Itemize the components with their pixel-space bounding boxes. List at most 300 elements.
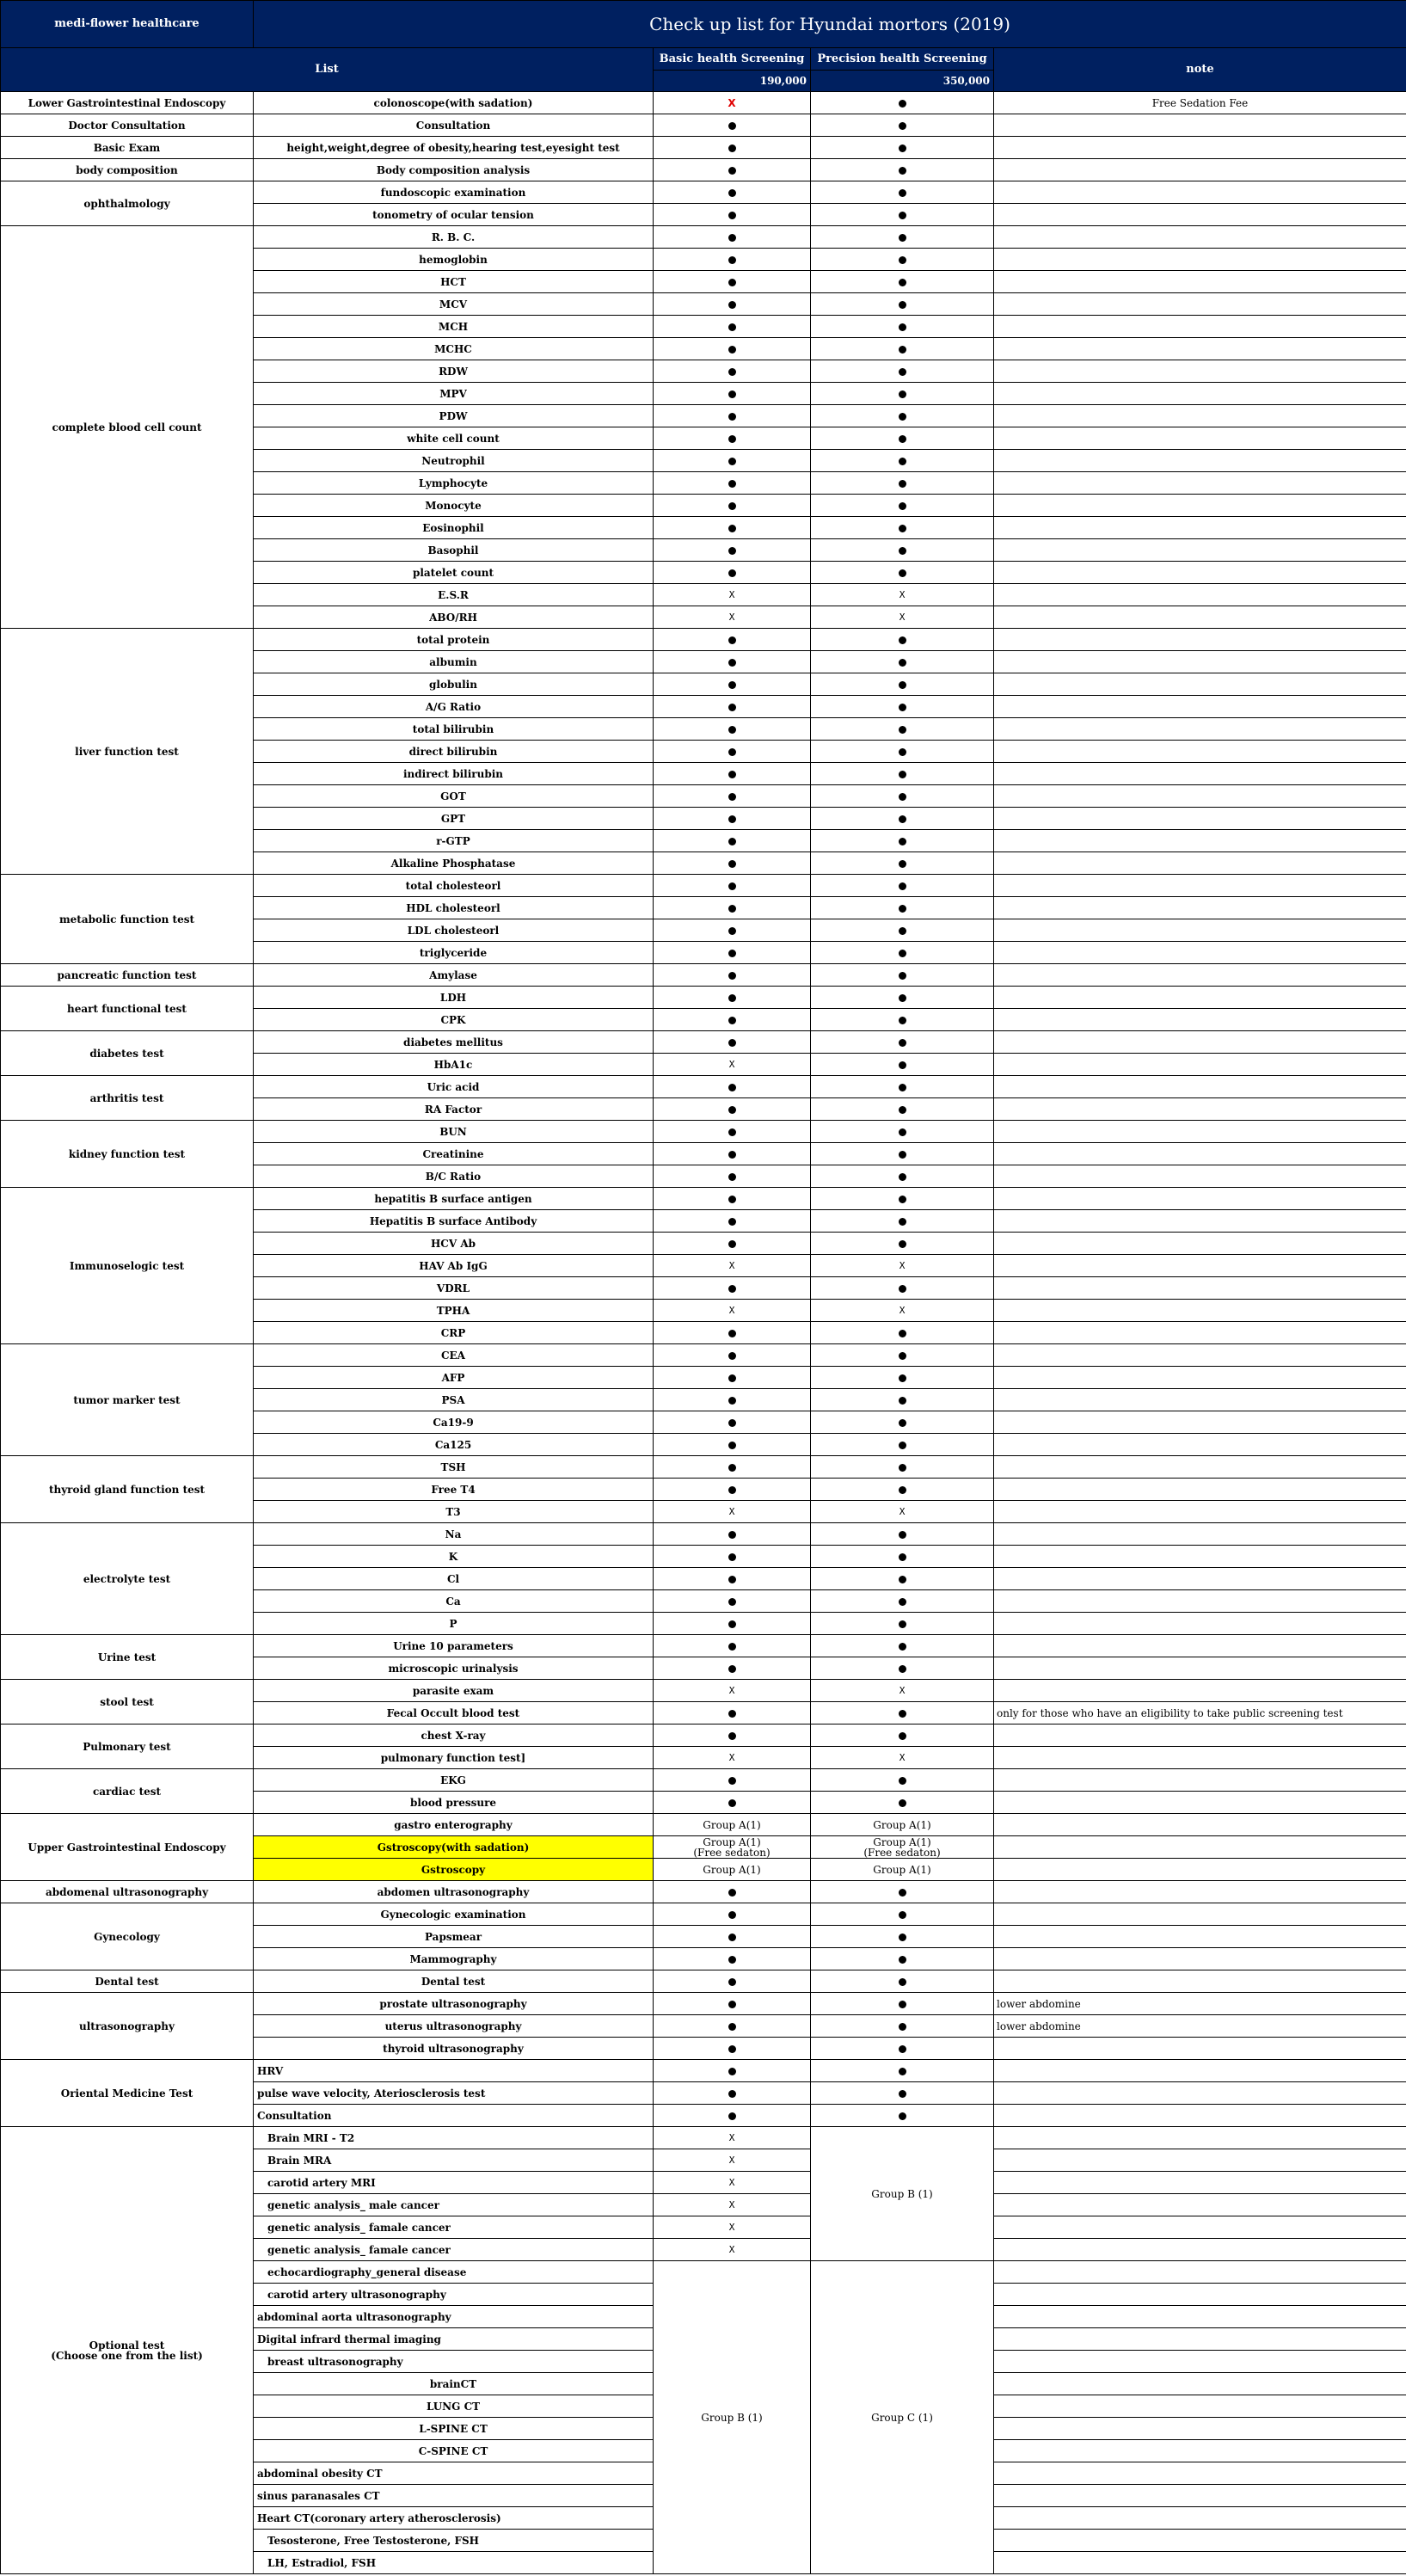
category-cell: pancreatic function test (1, 964, 254, 987)
basic-included-mark (654, 383, 811, 405)
item-cell: Heart CT(coronary artery atherosclerosis) (254, 2507, 654, 2530)
precision-included-mark (811, 517, 994, 539)
precision-excluded-mark: X (811, 1747, 994, 1769)
precision-included-mark (811, 159, 994, 181)
basic-included-mark (654, 852, 811, 875)
basic-included-mark (654, 293, 811, 316)
basic-header: Basic health Screening (654, 48, 811, 71)
item-cell: brainCT (254, 2373, 654, 2395)
precision-included-mark (811, 1702, 994, 1725)
basic-included-mark (654, 562, 811, 584)
item-cell: HDL cholesteorl (254, 897, 654, 919)
note-cell (994, 1680, 1406, 1702)
precision-included-mark (811, 181, 994, 204)
basic-included-mark (654, 897, 811, 919)
item-cell: genetic analysis_ famale cancer (254, 2216, 654, 2239)
basic-included-mark (654, 741, 811, 763)
table-row (1, 181, 1406, 204)
basic-included-mark (654, 629, 811, 651)
item-cell: white cell count (254, 427, 654, 450)
precision-included-mark (811, 1389, 994, 1411)
item-cell: Papsmear (254, 1926, 654, 1948)
item-cell: Hepatitis B surface Antibody (254, 1210, 654, 1233)
item-cell: L-SPINE CT (254, 2418, 654, 2440)
category-cell: metabolic function test (1, 875, 254, 964)
note-cell (994, 2462, 1406, 2485)
basic-included-mark (654, 964, 811, 987)
item-cell: Consultation (254, 2105, 654, 2127)
precision-included-mark (811, 1613, 994, 1635)
precision-included-mark (811, 137, 994, 159)
item-cell: T3 (254, 1501, 654, 1523)
basic-included-mark (654, 808, 811, 830)
table-row (1, 1121, 1406, 1143)
basic-included-mark (654, 249, 811, 271)
group-a-label: Group A(1) (873, 1835, 931, 1848)
basic-included-mark (654, 1903, 811, 1926)
item-cell: PDW (254, 405, 654, 427)
item-cell: globulin (254, 673, 654, 696)
basic-included-mark (654, 919, 811, 942)
basic-included-mark (654, 1948, 811, 1970)
item-cell: Ca125 (254, 1434, 654, 1456)
note-cell (994, 1657, 1406, 1680)
item-cell: diabetes mellitus (254, 1031, 654, 1054)
basic-included-mark (654, 1523, 811, 1546)
basic-included-mark (654, 1635, 811, 1657)
category-cell: Doctor Consultation (1, 114, 254, 137)
basic-included-mark (654, 718, 811, 741)
item-cell: Urine 10 parameters (254, 1635, 654, 1657)
basic-included-mark (654, 1546, 811, 1568)
item-cell: abdominal obesity CT (254, 2462, 654, 2485)
note-cell (994, 1277, 1406, 1300)
note-cell: lower abdomine (994, 1993, 1406, 2015)
note-cell (994, 2351, 1406, 2373)
precision-included-mark (811, 741, 994, 763)
brand-cell: medi-flower healthcare (1, 1, 254, 48)
note-cell (994, 830, 1406, 852)
basic-included-mark (654, 472, 811, 495)
precision-included-mark (811, 808, 994, 830)
basic-included-mark (654, 763, 811, 785)
basic-included-mark (654, 696, 811, 718)
category-cell: complete blood cell count (1, 226, 254, 629)
item-cell: fundoscopic examination (254, 181, 654, 204)
table-row (1, 92, 1406, 114)
item-cell: AFP (254, 1367, 654, 1389)
basic-included-mark (654, 226, 811, 249)
category-cell: liver function test (1, 629, 254, 875)
note-cell (994, 987, 1406, 1009)
basic-included-mark (654, 1434, 811, 1456)
precision-included-mark (811, 271, 994, 293)
basic-excluded-mark: X (654, 1300, 811, 1322)
category-cell: tumor marker test (1, 1344, 254, 1456)
item-cell: Alkaline Phosphatase (254, 852, 654, 875)
item-cell: sinus paranasales CT (254, 2485, 654, 2507)
precision-included-mark (811, 472, 994, 495)
basic-group-a-sedation (654, 1836, 811, 1859)
item-cell: total bilirubin (254, 718, 654, 741)
note-cell (994, 964, 1406, 987)
category-cell: body composition (1, 159, 254, 181)
note-cell (994, 1859, 1406, 1881)
free-sedation-label: (Free sedaton) (693, 1846, 771, 1859)
precision-included-mark (811, 673, 994, 696)
note-cell (994, 383, 1406, 405)
item-cell: MCV (254, 293, 654, 316)
category-cell: Urine test (1, 1635, 254, 1680)
item-cell: direct bilirubin (254, 741, 654, 763)
table-row (1, 159, 1406, 181)
item-cell: albumin (254, 651, 654, 673)
note-cell (994, 2530, 1406, 2552)
note-cell (994, 1970, 1406, 1993)
item-cell: HbA1c (254, 1054, 654, 1076)
item-cell: Dental test (254, 1970, 654, 1993)
item-cell: triglyceride (254, 942, 654, 964)
precision-included-mark (811, 1233, 994, 1255)
basic-excluded-mark: X (654, 1054, 811, 1076)
note-cell (994, 1165, 1406, 1188)
item-cell: GOT (254, 785, 654, 808)
category-cell: stool test (1, 1680, 254, 1725)
item-cell: MPV (254, 383, 654, 405)
basic-included-mark (654, 1233, 811, 1255)
table-row (1, 1903, 1406, 1926)
note-cell (994, 2328, 1406, 2351)
category-cell: Pulmonary test (1, 1725, 254, 1769)
note-cell (994, 1926, 1406, 1948)
note-cell (994, 1948, 1406, 1970)
table-row (1, 2127, 1406, 2149)
item-cell: Brain MRI - T2 (254, 2127, 654, 2149)
table-row (1, 629, 1406, 651)
note-cell: lower abdomine (994, 2015, 1406, 2038)
table-row (1, 987, 1406, 1009)
precision-included-mark (811, 785, 994, 808)
basic-included-mark (654, 2060, 811, 2082)
item-cell: Free T4 (254, 1479, 654, 1501)
item-cell: C-SPINE CT (254, 2440, 654, 2462)
note-cell (994, 1814, 1406, 1836)
basic-excluded-mark: X (654, 1680, 811, 1702)
item-cell: thyroid ultrasonography (254, 2038, 654, 2060)
item-cell: PSA (254, 1389, 654, 1411)
item-cell: hemoglobin (254, 249, 654, 271)
note-cell (994, 1076, 1406, 1098)
basic-included-mark (654, 427, 811, 450)
basic-included-mark (654, 1188, 811, 1210)
basic-included-mark (654, 1590, 811, 1613)
precision-group-a-sedation (811, 1836, 994, 1859)
group-a-label: Group A(1) (703, 1835, 761, 1848)
basic-included-mark (654, 1165, 811, 1188)
table-row (1, 1993, 1406, 2015)
precision-included-mark (811, 2082, 994, 2105)
free-sedation-label: (Free sedaton) (863, 1846, 941, 1859)
basic-excluded-mark: X (654, 1255, 811, 1277)
precision-included-mark (811, 539, 994, 562)
note-cell (994, 1434, 1406, 1456)
item-cell: Gynecologic examination (254, 1903, 654, 1926)
note-cell: only for those who have an eligibility to take public screening test (994, 1702, 1406, 1725)
table-row (1, 1456, 1406, 1479)
note-cell (994, 1255, 1406, 1277)
precision-included-mark (811, 316, 994, 338)
table-row (1, 226, 1406, 249)
item-cell: TSH (254, 1456, 654, 1479)
note-cell (994, 2105, 1406, 2127)
table-row (1, 1769, 1406, 1792)
precision-included-mark (811, 293, 994, 316)
precision-included-mark (811, 897, 994, 919)
item-cell: CEA (254, 1344, 654, 1367)
basic-excluded-mark: X (654, 1747, 811, 1769)
item-cell: indirect bilirubin (254, 763, 654, 785)
basic-included-mark (654, 1613, 811, 1635)
item-cell: total protein (254, 629, 654, 651)
note-cell (994, 204, 1406, 226)
precision-included-mark (811, 1926, 994, 1948)
note-cell (994, 2418, 1406, 2440)
item-cell: breast ultrasonography (254, 2351, 654, 2373)
item-cell: hepatitis B surface antigen (254, 1188, 654, 1210)
table-row (1, 1635, 1406, 1657)
item-cell: Creatinine (254, 1143, 654, 1165)
precision-group-a: Group A(1) (811, 1814, 994, 1836)
precision-header: Precision health Screening (811, 48, 994, 71)
item-cell: BUN (254, 1121, 654, 1143)
item-cell: P (254, 1613, 654, 1635)
basic-excluded-mark: X (654, 2172, 811, 2194)
category-cell: Dental test (1, 1970, 254, 1993)
basic-price: 190,000 (654, 71, 811, 92)
note-cell (994, 2395, 1406, 2418)
precision-excluded-mark: X (811, 584, 994, 606)
basic-included-mark (654, 651, 811, 673)
item-cell: MCHC (254, 338, 654, 360)
precision-included-mark (811, 830, 994, 852)
table-row (1, 1344, 1406, 1367)
category-cell: Upper Gastrointestinal Endoscopy (1, 1814, 254, 1881)
table-row (1, 875, 1406, 897)
note-cell (994, 1523, 1406, 1546)
item-cell: Digital infrard thermal imaging (254, 2328, 654, 2351)
precision-included-mark (811, 1903, 994, 1926)
precision-included-mark (811, 1054, 994, 1076)
precision-included-mark (811, 1456, 994, 1479)
precision-included-mark (811, 1523, 994, 1546)
precision-excluded-mark: X (811, 606, 994, 629)
basic-group-b: Group B (1) (654, 2261, 811, 2574)
basic-included-mark (654, 1322, 811, 1344)
note-cell (994, 919, 1406, 942)
precision-included-mark (811, 450, 994, 472)
item-cell: Gstroscopy (254, 1859, 654, 1881)
category-cell: Lower Gastrointestinal Endoscopy (1, 92, 254, 114)
basic-included-mark (654, 316, 811, 338)
precision-included-mark (811, 1076, 994, 1098)
item-cell: Mammography (254, 1948, 654, 1970)
item-cell: prostate ultrasonography (254, 1993, 654, 2015)
note-cell (994, 651, 1406, 673)
item-cell: Eosinophil (254, 517, 654, 539)
table-row (1, 1076, 1406, 1098)
precision-included-mark (811, 1635, 994, 1657)
optional-test-title: Optional test (89, 2339, 165, 2352)
precision-included-mark (811, 1769, 994, 1792)
precision-included-mark (811, 1546, 994, 1568)
precision-included-mark (811, 1970, 994, 1993)
item-cell: colonoscope(with sadation) (254, 92, 654, 114)
item-cell: Na (254, 1523, 654, 1546)
note-cell (994, 1009, 1406, 1031)
note-cell (994, 450, 1406, 472)
item-cell: RA Factor (254, 1098, 654, 1121)
precision-included-mark (811, 338, 994, 360)
category-cell: cardiac test (1, 1769, 254, 1814)
note-cell (994, 2060, 1406, 2082)
note-cell: Free Sedation Fee (994, 92, 1406, 114)
item-cell: pulse wave velocity, Ateriosclerosis test (254, 2082, 654, 2105)
note-cell (994, 1322, 1406, 1344)
basic-included-mark (654, 450, 811, 472)
category-cell: Oriental Medicine Test (1, 2060, 254, 2127)
basic-excluded-mark: X (654, 92, 811, 114)
basic-included-mark (654, 495, 811, 517)
item-cell: HCV Ab (254, 1233, 654, 1255)
item-cell: HCT (254, 271, 654, 293)
precision-included-mark (811, 1344, 994, 1367)
precision-excluded-mark: X (811, 1255, 994, 1277)
note-cell (994, 159, 1406, 181)
basic-included-mark (654, 1926, 811, 1948)
note-cell (994, 2485, 1406, 2507)
note-cell (994, 2261, 1406, 2284)
category-cell: diabetes test (1, 1031, 254, 1076)
item-cell: Fecal Occult blood test (254, 1702, 654, 1725)
basic-included-mark (654, 830, 811, 852)
basic-included-mark (654, 1143, 811, 1165)
item-cell: microscopic urinalysis (254, 1657, 654, 1680)
table-row (1, 1680, 1406, 1702)
precision-included-mark (811, 919, 994, 942)
note-cell (994, 271, 1406, 293)
note-cell (994, 2440, 1406, 2462)
precision-excluded-mark: X (811, 1300, 994, 1322)
note-cell (994, 2507, 1406, 2530)
note-cell (994, 606, 1406, 629)
precision-excluded-mark: X (811, 1501, 994, 1523)
table-row (1, 1523, 1406, 1546)
note-cell (994, 875, 1406, 897)
precision-included-mark (811, 942, 994, 964)
precision-included-mark (811, 1322, 994, 1344)
note-cell (994, 472, 1406, 495)
note-cell (994, 629, 1406, 651)
precision-included-mark (811, 987, 994, 1009)
item-cell: MCH (254, 316, 654, 338)
note-cell (994, 1188, 1406, 1210)
item-cell: Uric acid (254, 1076, 654, 1098)
note-cell (994, 1031, 1406, 1054)
precision-included-mark (811, 696, 994, 718)
basic-group-a: Group A(1) (654, 1814, 811, 1836)
basic-included-mark (654, 338, 811, 360)
basic-included-mark (654, 1031, 811, 1054)
note-cell (994, 1411, 1406, 1434)
category-cell: abdomenal ultrasonography (1, 1881, 254, 1903)
table-row (1, 1188, 1406, 1210)
basic-included-mark (654, 2038, 811, 2060)
item-cell: tonometry of ocular tension (254, 204, 654, 226)
note-cell (994, 1546, 1406, 1568)
category-cell: Basic Exam (1, 137, 254, 159)
precision-included-mark (811, 651, 994, 673)
basic-excluded-mark: X (654, 2127, 811, 2149)
table-row (1, 137, 1406, 159)
precision-included-mark (811, 427, 994, 450)
item-cell: r-GTP (254, 830, 654, 852)
category-cell: kidney function test (1, 1121, 254, 1188)
item-cell: Lymphocyte (254, 472, 654, 495)
note-cell (994, 427, 1406, 450)
note-cell (994, 942, 1406, 964)
basic-included-mark (654, 1970, 811, 1993)
note-cell (994, 338, 1406, 360)
precision-included-mark (811, 1479, 994, 1501)
table-row (1, 1881, 1406, 1903)
item-cell: Tesosterone, Free Testosterone, FSH (254, 2530, 654, 2552)
item-cell: Ca19-9 (254, 1411, 654, 1434)
item-cell: echocardiography_general disease (254, 2261, 654, 2284)
note-cell (994, 718, 1406, 741)
precision-group-b: Group B (1) (811, 2127, 994, 2261)
precision-included-mark (811, 405, 994, 427)
note-cell (994, 1479, 1406, 1501)
basic-included-mark (654, 785, 811, 808)
item-cell: R. B. C. (254, 226, 654, 249)
precision-included-mark (811, 1725, 994, 1747)
basic-included-mark (654, 875, 811, 897)
note-cell (994, 1568, 1406, 1590)
page-title: Check up list for Hyundai mortors (2019) (254, 1, 1406, 48)
basic-included-mark (654, 1210, 811, 1233)
precision-included-mark (811, 1009, 994, 1031)
precision-included-mark (811, 1165, 994, 1188)
item-cell: height,weight,degree of obesity,hearing test,eyesight test (254, 137, 654, 159)
basic-included-mark (654, 1792, 811, 1814)
precision-included-mark (811, 1121, 994, 1143)
item-cell: A/G Ratio (254, 696, 654, 718)
basic-included-mark (654, 137, 811, 159)
basic-included-mark (654, 204, 811, 226)
item-cell: LDL cholesteorl (254, 919, 654, 942)
basic-included-mark (654, 1993, 811, 2015)
note-cell (994, 1903, 1406, 1926)
category-cell: Gynecology (1, 1903, 254, 1970)
item-cell: HAV Ab IgG (254, 1255, 654, 1277)
table-row (1, 1031, 1406, 1054)
precision-included-mark (811, 2105, 994, 2127)
item-cell: Basophil (254, 539, 654, 562)
note-cell (994, 1389, 1406, 1411)
note-cell (994, 673, 1406, 696)
basic-included-mark (654, 2105, 811, 2127)
note-cell (994, 1121, 1406, 1143)
